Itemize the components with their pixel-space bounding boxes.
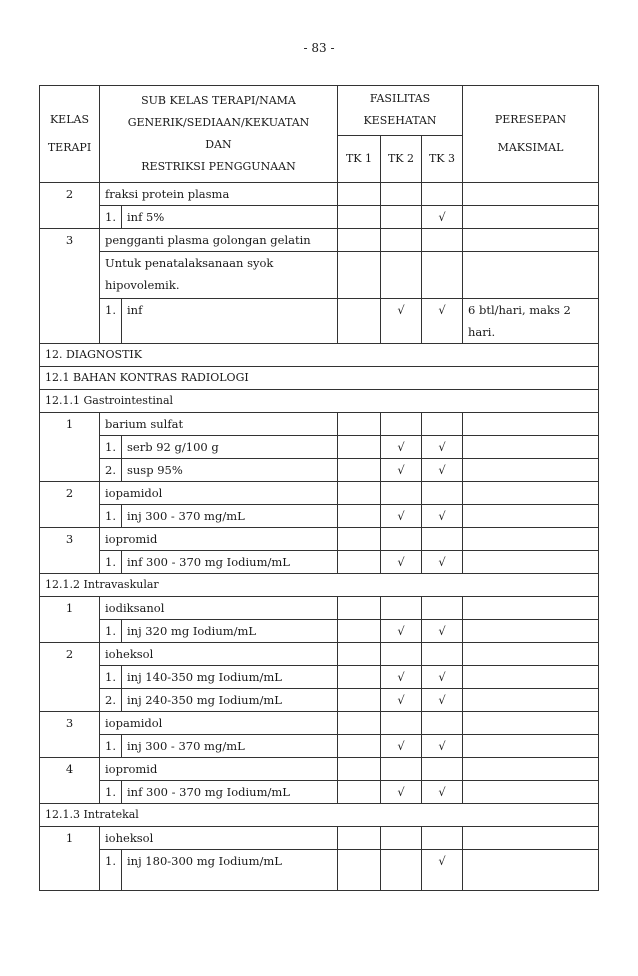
formulary-table (39, 85, 599, 891)
table-cell (381, 229, 422, 252)
table-cell (338, 528, 381, 551)
peresepan-value: 6 btl/hari, maks 2 hari. (463, 299, 599, 344)
table-cell (338, 781, 381, 804)
table-cell: iopromid (100, 758, 338, 781)
table-cell (422, 597, 463, 620)
table-cell (463, 206, 599, 229)
table-cell: 3 (40, 528, 100, 574)
table-cell: 3 (40, 712, 100, 758)
table-cell (381, 850, 422, 891)
check-mark: √ (381, 505, 422, 528)
table-cell (381, 758, 422, 781)
table-cell: fraksi protein plasma (100, 183, 338, 206)
table-cell (463, 436, 599, 459)
header-label: KELAS (49, 113, 90, 126)
table-row (40, 252, 599, 299)
table-cell: 2 (40, 183, 100, 229)
table-cell (338, 252, 381, 299)
check-mark: √ (381, 666, 422, 689)
check-mark: √ (422, 299, 463, 344)
table-cell (338, 505, 381, 528)
table-cell (422, 758, 463, 781)
table-row (40, 597, 599, 620)
table-cell: 1. (100, 436, 122, 459)
table-cell: 1 (40, 413, 100, 482)
header-label: FASILITAS (369, 92, 431, 106)
table-cell (338, 183, 381, 206)
table-row (40, 459, 599, 482)
table-cell (338, 735, 381, 758)
table-cell (463, 827, 599, 850)
table-cell (422, 413, 463, 436)
header-label: MAKSIMAL (497, 141, 564, 154)
table-cell (463, 689, 599, 712)
table-cell (338, 758, 381, 781)
table-cell (381, 712, 422, 735)
table-cell (381, 827, 422, 850)
table-cell: inj 140-350 mg Iodium/mL (122, 666, 338, 689)
table-cell: 4 (40, 758, 100, 804)
check-mark: √ (422, 206, 463, 229)
header-label: RESTRIKSI PENGGUNAAN (141, 160, 296, 173)
table-cell (463, 666, 599, 689)
table-cell: 2 (40, 482, 100, 528)
table-cell: inf 300 - 370 mg Iodium/mL (122, 551, 338, 574)
check-mark: √ (381, 781, 422, 804)
table-cell: inf 300 - 370 mg Iodium/mL (122, 781, 338, 804)
check-mark: √ (422, 735, 463, 758)
header-label: SUB KELAS TERAPI/NAMA (141, 94, 296, 107)
section-bahan-kontras: 12.1 BAHAN KONTRAS RADIOLOGI (40, 367, 599, 390)
table-cell (463, 781, 599, 804)
table-cell: inj 320 mg Iodium/mL (122, 620, 338, 643)
table-row (40, 666, 599, 689)
table-cell (463, 505, 599, 528)
page-number: - 83 - (303, 41, 335, 55)
table-cell: 1. (100, 781, 122, 804)
table-row (40, 804, 599, 827)
section-intratekal: 12.1.3 Intratekal (40, 804, 599, 827)
table-row (40, 299, 599, 344)
table-cell (463, 597, 599, 620)
table-cell (338, 299, 381, 344)
table-row (40, 574, 599, 597)
table-row (40, 827, 599, 850)
table-row (40, 551, 599, 574)
table-cell (422, 827, 463, 850)
table-cell: ioheksol (100, 827, 338, 850)
check-mark: √ (381, 735, 422, 758)
header-fasilitas (338, 86, 463, 136)
header-tk2: TK 2 (381, 135, 422, 183)
table-cell (463, 413, 599, 436)
table-cell (422, 229, 463, 252)
table-cell: 1. (100, 505, 122, 528)
check-mark: √ (381, 620, 422, 643)
table-cell: inj 180-300 mg Iodium/mL (122, 850, 338, 891)
table-cell (338, 597, 381, 620)
table-cell: inf (122, 299, 338, 344)
table-cell (463, 482, 599, 505)
table-cell: 2. (100, 459, 122, 482)
header-label: TERAPI (47, 141, 92, 154)
table-cell: 1. (100, 551, 122, 574)
section-intravaskular: 12.1.2 Intravaskular (40, 574, 599, 597)
table-cell (338, 551, 381, 574)
table-row (40, 229, 599, 252)
table-cell (381, 482, 422, 505)
table-cell (381, 206, 422, 229)
header-tk3: TK 3 (422, 135, 463, 183)
table-row (40, 482, 599, 505)
table-cell: susp 95% (122, 459, 338, 482)
check-mark: √ (422, 781, 463, 804)
table-cell (422, 183, 463, 206)
table-cell (338, 689, 381, 712)
table-row (40, 735, 599, 758)
header-tk1: TK 1 (338, 135, 381, 183)
header-sub-kelas (100, 86, 338, 183)
table-row (40, 620, 599, 643)
check-mark: √ (422, 436, 463, 459)
table-cell: 1. (100, 850, 122, 891)
check-mark: √ (422, 850, 463, 891)
table-cell (338, 643, 381, 666)
table-cell (463, 528, 599, 551)
table-row (40, 206, 599, 229)
header-peresepan (463, 86, 599, 183)
table-cell (463, 459, 599, 482)
check-mark: √ (422, 689, 463, 712)
table-cell (463, 735, 599, 758)
check-mark: √ (422, 620, 463, 643)
table-cell: pengganti plasma golongan gelatin (100, 229, 338, 252)
table-cell: inf 5% (122, 206, 338, 229)
table-row (40, 436, 599, 459)
header-label: DAN (205, 138, 232, 151)
table-row (40, 505, 599, 528)
table-cell (338, 482, 381, 505)
check-mark: √ (422, 459, 463, 482)
table-row (40, 689, 599, 712)
table-cell: iopamidol (100, 712, 338, 735)
check-mark: √ (422, 551, 463, 574)
table-cell (422, 252, 463, 299)
table-cell (463, 850, 599, 891)
section-diagnostik: 12. DIAGNOSTIK (40, 344, 599, 367)
table-cell (338, 666, 381, 689)
table-cell: ioheksol (100, 643, 338, 666)
check-mark: √ (381, 459, 422, 482)
table-cell: inj 240-350 mg Iodium/mL (122, 689, 338, 712)
check-mark: √ (381, 551, 422, 574)
table-cell (338, 229, 381, 252)
table-cell (381, 183, 422, 206)
table-header (40, 86, 599, 136)
table-cell: barium sulfat (100, 413, 338, 436)
section-gastrointestinal: 12.1.1 Gastrointestinal (40, 390, 599, 413)
table-cell (338, 459, 381, 482)
header-label: KESEHATAN (363, 114, 437, 128)
table-row (40, 712, 599, 735)
table-row (40, 758, 599, 781)
table-cell: 1. (100, 666, 122, 689)
table-cell (422, 643, 463, 666)
table-row (40, 344, 599, 367)
table-cell: 2. (100, 689, 122, 712)
table-cell (463, 183, 599, 206)
table-cell (463, 551, 599, 574)
table-cell (381, 643, 422, 666)
header-label: GENERIK/SEDIAAN/KEKUATAN (127, 116, 310, 129)
table-cell (338, 712, 381, 735)
table-cell (338, 413, 381, 436)
table-cell (338, 436, 381, 459)
table-row (40, 850, 599, 891)
table-cell: iopromid (100, 528, 338, 551)
table-cell (381, 413, 422, 436)
table-cell (463, 758, 599, 781)
table-cell (338, 827, 381, 850)
table-cell (422, 482, 463, 505)
table-cell (338, 850, 381, 891)
table-cell: 1. (100, 299, 122, 344)
table-row (40, 528, 599, 551)
table-cell (463, 643, 599, 666)
table-cell (422, 528, 463, 551)
table-row (40, 183, 599, 206)
table-cell: 1 (40, 597, 100, 643)
check-mark: √ (422, 505, 463, 528)
table-cell (381, 528, 422, 551)
table-row (40, 390, 599, 413)
table-cell (463, 712, 599, 735)
table-cell: serb 92 g/100 g (122, 436, 338, 459)
check-mark: √ (381, 299, 422, 344)
check-mark: √ (381, 689, 422, 712)
table-row (40, 413, 599, 436)
table-cell: 1 (40, 827, 100, 891)
header-kelas-terapi (40, 86, 100, 183)
table-cell (422, 712, 463, 735)
table-cell: iopamidol (100, 482, 338, 505)
table-cell: Untuk penatalaksanaan syok hipovolemik. (100, 252, 338, 299)
table-row (40, 781, 599, 804)
table-row (40, 643, 599, 666)
check-mark: √ (422, 666, 463, 689)
table-cell (463, 229, 599, 252)
table-cell: inj 300 - 370 mg/mL (122, 505, 338, 528)
table-cell: 1. (100, 206, 122, 229)
table-cell: 3 (40, 229, 100, 344)
table-cell (338, 620, 381, 643)
table-cell: iodiksanol (100, 597, 338, 620)
table-cell: 2 (40, 643, 100, 712)
check-mark: √ (381, 436, 422, 459)
table-cell (381, 597, 422, 620)
table-cell (381, 252, 422, 299)
table-cell (338, 206, 381, 229)
table-row (40, 367, 599, 390)
table-cell (463, 620, 599, 643)
table-cell: 1. (100, 620, 122, 643)
table-cell: inj 300 - 370 mg/mL (122, 735, 338, 758)
table-cell: 1. (100, 735, 122, 758)
table-cell (463, 252, 599, 299)
header-label: PERESEPAN (494, 113, 567, 126)
